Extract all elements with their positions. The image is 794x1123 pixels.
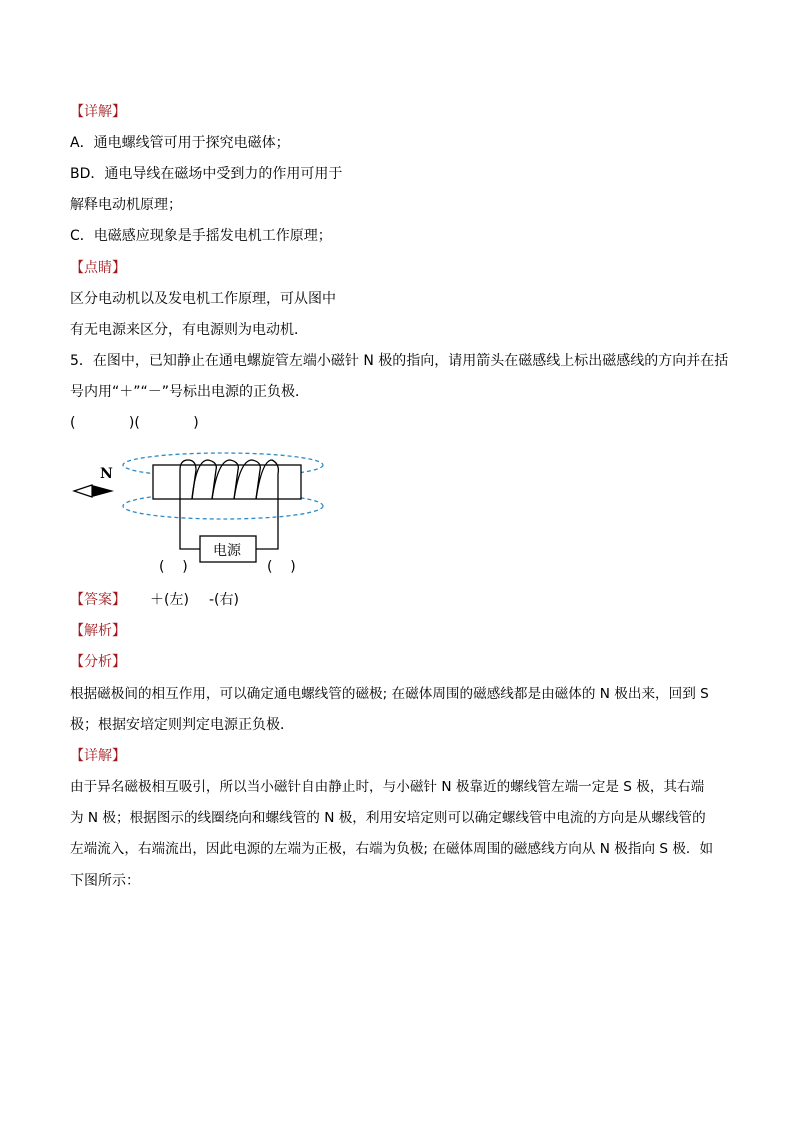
analysis-detail-line-2: 为 N 极；根据图示的线圈绕向和螺线管的 N 极，利用安培定则可以确定螺线管中电流的方向是从螺线管的	[70, 810, 706, 826]
right-pole-blank: ( )	[267, 559, 296, 575]
answer-row	[70, 590, 239, 610]
power-source-label: 电源	[213, 543, 241, 559]
detail-heading-1: 【详解】	[70, 104, 126, 120]
analysis-line-2: 极；根据安培定则判定电源正负极．	[70, 717, 294, 733]
detail-line-c: C．电磁感应现象是手摇发电机工作原理；	[70, 228, 332, 244]
question-5-line-1: 5．在图中，已知静止在通电螺旋管左端小磁针 N 极的指向，请用箭头在磁感线上标出磁感线的方向并在括	[70, 353, 729, 369]
key-point-heading: 【点睛】	[70, 260, 126, 276]
answer-right-pole: -(右)	[208, 592, 239, 608]
analysis-detail-line-4: 下图所示：	[70, 873, 140, 889]
detail-line-bd: BD．通电导线在磁场中受到力的作用可用于	[70, 166, 343, 182]
key-point-line-2: 有无电源来区分，有电源则为电动机．	[70, 322, 308, 338]
solenoid-figure	[68, 448, 338, 583]
needle-n-label: N	[100, 466, 113, 482]
detail-line-a: A．通电螺线管可用于探究电磁体；	[70, 135, 290, 151]
answer-heading: 【答案】	[70, 592, 126, 608]
needle-south-half	[92, 485, 114, 497]
analysis-detail-heading: 【详解】	[70, 748, 126, 764]
needle-north-half	[74, 485, 92, 497]
analysis-detail-line-3: 左端流入，右端流出，因此电源的左端为正极，右端为负极; 在磁体周围的磁感线方向从 N 极指向 S 极．如	[70, 841, 714, 857]
question-5-line-2: 号内用“＋”“－”号标出电源的正负极．	[70, 384, 310, 400]
answer-left-pole: ＋(左)	[150, 592, 189, 608]
left-pole-blank: ( )	[159, 559, 188, 575]
wire-left	[180, 506, 200, 549]
key-point-line-1: 区分电动机以及发电机工作原理，可从图中	[70, 291, 336, 307]
analysis-heading: 【解析】	[70, 623, 126, 639]
wire-right	[256, 506, 278, 549]
analysis-detail-line-1: 由于异名磁极相互吸引，所以当小磁针自由静止时，与小磁针 N 极靠近的螺线管左端一定是 S 极，其右端	[70, 779, 705, 795]
analysis-subheading: 【分析】	[70, 654, 126, 670]
question-5-answer-blanks: ( )( )	[70, 415, 199, 431]
detail-line-bd-cont: 解释电动机原理；	[70, 197, 182, 213]
analysis-line-1: 根据磁极间的相互作用，可以确定通电螺线管的磁极; 在磁体周围的磁感线都是由磁体的 N 极出来，回到 S	[70, 686, 709, 702]
